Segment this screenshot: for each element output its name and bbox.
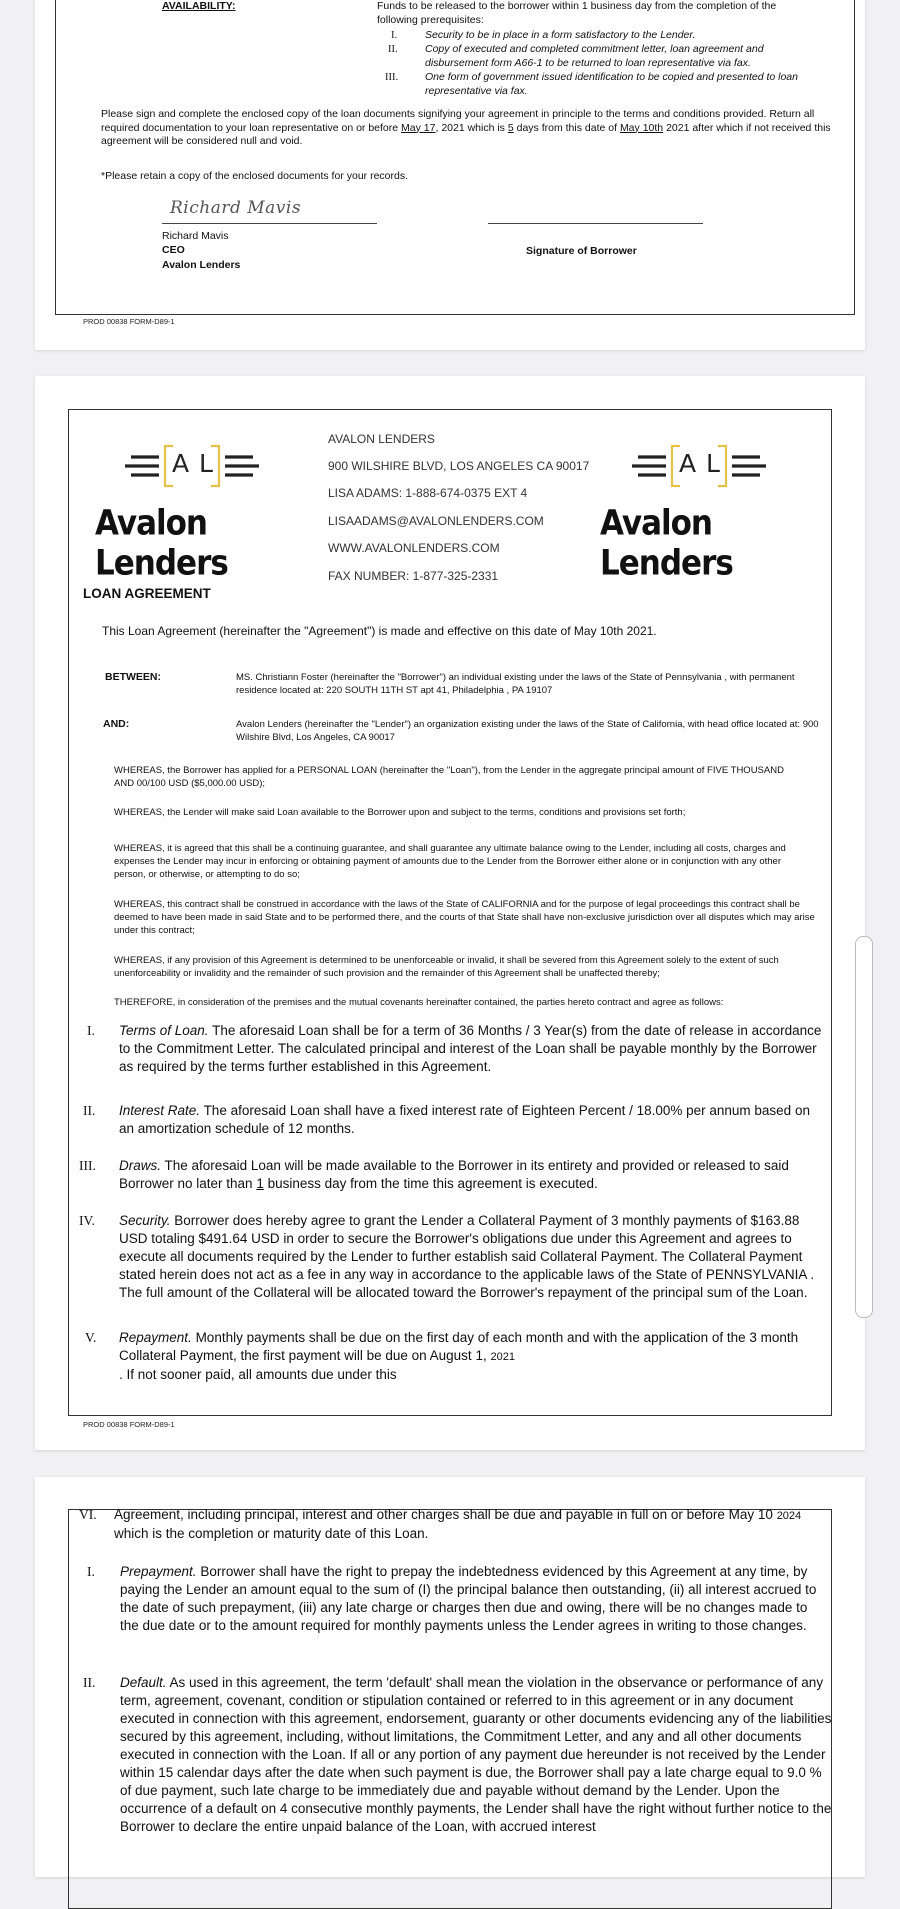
avalon-logo-right [600, 431, 800, 584]
between-label: BETWEEN: [105, 671, 161, 683]
header-address: 900 WILSHIRE BLVD, LOS ANGELES CA 90017 [328, 459, 590, 473]
borrower-party: MS. Christiann Foster (hereinafter the "Borrower") an individual existing under the laws of the State of Pennsylvania , with permanent residence located at: 220 SOUTH 11TH ST apt 41, Philadelphia , PA 19107 [236, 672, 795, 696]
borrower-signature-label: Signature of Borrower [526, 245, 637, 257]
header-contact: LISA ADAMS: 1-888-674-0375 EXT 4 [328, 486, 528, 500]
signer-company: Avalon Lenders [162, 259, 241, 271]
ceo-signature: Richard Mavis [170, 198, 302, 218]
lender-party: Avalon Lenders (hereinafter the "Lender") an organization existing under the laws of the State of California, with head office located at: 900 Wilshire Blvd, Los Angeles, CA 90017 [236, 719, 819, 743]
logo-wordmark: Avalon Lenders [600, 503, 733, 584]
and-label: AND: [103, 718, 130, 730]
document-page-3: VI. Agreement, including principal, interest and other charges shall be due and payable in full on or before May 10 2024 which is the completion or maturity date of this Loan. I. Prepayment. Borrower shall have the right to prepay the indebtedness evidenced by this Agreement at any time, by paying the Lender an amount equal to the sum of (I) the principal balance then outstanding, (ii) all interest accrued to the date of such prepayment, (iii) any late charge or charges then due and owing, there will be no changes made to the due date or to the amount required for monthly payments unless the Lender agrees in writing to those changes. II. Default. As used in this agreement, the term 'default' shall mean the violation in the observance or performance of any term, agreement, covenant, condition or stipulation contained or referred to in this agreement or in any document executed in connection with this agreement, endorsement, guaranty or other documents evidencing any of the liabilities secured by this agreement, including, without limitations, the Commitment Letter, and any and all other documents executed in connection with the Loan. If all or any portion of any payment due hereunder is not received by the Lender within 15 calendar days after the date when such payment is due, the Borrower shall pay a late charge equal to 9.0 % of due payment, such late charge to be immediately due and payable without demand by the Lender. Upon the occurrence of a default on 4 consecutive monthly payments, the Lender shall have the right without further notice to the Borrower to declare the entire unpaid balance of the Loan, with accrued interest [35, 1477, 865, 1877]
borrower-signature-line [488, 223, 703, 224]
whereas-clause: WHEREAS, if any provision of this Agreement is determined to be unenforceable or invalid, it shall be severed from this Agreement solely to the extent of such unenforceability or invalidity and the remainder of such provision and the remainder of this Agreement shall be unaffected thereby; [114, 955, 779, 979]
agreement-title: LOAN AGREEMENT [83, 586, 211, 601]
logo-letters: A L [172, 449, 214, 478]
document-page-2: A L Avalon Lenders AVALON LENDERS 900 WILSHIRE BLVD, LOS ANGELES CA 90017 LISA ADAMS: 1-888-674-0375 EXT 4 LISAADAMS@AVALONLENDERS.COM WWW.AVALONLENDERS.COM FAX NUMBER: 1-877-325-2331 A L Avalon Lenders LOAN AGREEMENT This Loan Agreement (hereinafter the "Agreement") is made and effective on this date of May 10th 2021. BETWEEN: MS. Christiann Foster (hereinafter the "Borrower") an individual existing under the laws of the State of Pennsylvania , with permanent residence located at: 220 SOUTH 11TH ST apt 41, Philadelphia , PA 19107 AND: Avalon Lenders (hereinafter the "Lender") an organization existing under the laws of the State of California, with head office located at: 900 Wilshire Blvd, Los Angeles, CA 90017 WHEREAS, the Borrower has applied for a PERSONAL LOAN (hereinafter the "Loan"), from the Lender in the aggregate principal amount of FIVE THOUSAND AND 00/100 USD ($5,000.00 USD); WHEREAS, the Lender will make said Loan available to the Borrower upon and subject to the terms, conditions and provisions set forth; WHEREAS, it is agreed that this shall be a continuing guarantee, and shall guarantee any ultimate balance owing to the Lender, including all costs, charges and expenses the Lender may incur in enforcing or obtaining payment of amounts due to the Lender from the Borrower either alone or in conjunction with any other person, or otherwise, or attempting to do so; WHEREAS, this contract shall be construed in accordance with the laws of the State of CALIFORNIA and for the purpose of legal proceedings this contract shall be deemed to have been made in said State and to be performed there, and the courts of that State shall have non-exclusive jurisdiction over all disputes which may arise under this contract; WHEREAS, if any provision of this Agreement is determined to be unenforceable or invalid, it shall be severed from this Agreement solely to the extent of such unenforceability or invalidity and the remainder of such provision and the remainder of this Agreement shall be unaffected thereby; THEREFORE, in consideration of the premises and the mutual covenants hereinafter contained, the parties hereto contract and agree as follows: I. Terms of Loan. The aforesaid Loan shall be for a term of 36 Months / 3 Year(s) from the date of release in accordance to the Commitment Letter. The calculated principal and interest of the Loan shall be payable monthly by the Borrower as required by the terms further established in this Agreement. II. Interest Rate. The aforesaid Loan shall have a fixed interest rate of Eighteen Percent / 18.00% per annum based on an amortization schedule of 12 months. III. Draws. The aforesaid Loan will be made available to the Borrower in its entirety and provided or released to said Borrower no later than 1 business day from the time this agreement is executed. IV. Security. Borrower does hereby agree to grant the Lender a Collateral Payment of 3 monthly payments of $163.88 USD totaling $491.64 USD in order to secure the Borrower's obligations due under this Agreement and agrees to execute all documents required by the Lender to further establish said Collateral Payment. The Collateral Payment stated herein does not act as a fee in any way in accordance to the applicable laws of the State of PENNSYLVANIA . The full amount of the Collateral will be allocated toward the Borrower's repayment of the principal sum of the Loan. V. Repayment. Monthly payments shall be due on the first day of each month and with the application of the 3 month Collateral Payment, the first payment will be due on August 1, 2021 . If not sooner paid, all amounts due under this PROD 00838 FORM-D89-1 [35, 376, 865, 1450]
whereas-clause: WHEREAS, the Lender will make said Loan available to the Borrower upon and subject to the terms, conditions and provisions set forth; [114, 807, 686, 818]
header-website: WWW.AVALONLENDERS.COM [328, 541, 500, 555]
header-company: AVALON LENDERS [328, 432, 435, 446]
signer-title: CEO [162, 244, 185, 256]
agreement-intro: This Loan Agreement (hereinafter the "Agreement") is made and effective on this date of May 10th 2021. [102, 624, 657, 638]
side-panel-edge[interactable] [855, 936, 873, 1318]
header-fax: FAX NUMBER: 1-877-325-2331 [328, 569, 499, 583]
therefore-clause: THEREFORE, in consideration of the premises and the mutual covenants hereinafter contained, the parties hereto contract and agree as follows: [114, 997, 724, 1008]
logo-wordmark: Avalon Lenders [95, 503, 228, 584]
header-email: LISAADAMS@AVALONLENDERS.COM [328, 514, 544, 528]
availability-text: Funds to be released to the borrower within 1 business day from the completion of the following prerequisites: [377, 0, 777, 26]
page-1-footer: PROD 00838 FORM-D89-1 [83, 317, 175, 326]
whereas-clause: WHEREAS, it is agreed that this shall be a continuing guarantee, and shall guarantee any ultimate balance owing to the Lender, including all costs, charges and expenses the Lender may incur in enforcing or obtaining payment of amounts due to the Lender from the Borrower either alone or in conjunction with any other person, or otherwise, or attempting to do so; [114, 843, 786, 880]
page-2-footer: PROD 00838 FORM-D89-1 [83, 1420, 175, 1429]
logo-letters: A L [679, 449, 721, 478]
ceo-signature-line [162, 223, 377, 224]
retain-note: *Please retain a copy of the enclosed documents for your records. [101, 170, 409, 182]
return-instructions: Please sign and complete the enclosed copy of the loan documents signifying your agreement in principle to the terms and conditions provided. Return all required documentation to your loan representative on or before May 17, 2021 which is 5 days from this date of May 10th 2021 after which if not received this agreement will be considered null and void. [101, 108, 831, 147]
availability-label: AVAILABILITY: [162, 0, 236, 12]
whereas-clause: WHEREAS, this contract shall be construed in accordance with the laws of the State of CALIFORNIA and for the purpose of legal proceedings this contract shall be deemed to have been made in said State and to be performed there, and the courts of that State shall have non-exclusive jurisdiction over all disputes which may arise under this contract; [114, 899, 815, 936]
whereas-clause: WHEREAS, the Borrower has applied for a PERSONAL LOAN (hereinafter the "Loan"), from the Lender in the aggregate principal amount of FIVE THOUSAND AND 00/100 USD ($5,000.00 USD); [114, 765, 784, 789]
document-page-1: AVAILABILITY: Funds to be released to the borrower within 1 business day from the completion of the following prerequisites: I. Security to be in place in a form satisfactory to the Lender. II. Copy of executed and completed commitment letter, loan agreement and disbursement form A66-1 to be returned to loan representative via fax. III. One form of government issued identification to be copied and presented to loan representative via fax. Please sign and complete the enclosed copy of the loan documents signifying your agreement in principle to the terms and conditions provided. Return all required documentation to your loan representative on or before May 17, 2021 which is 5 days from this date of May 10th 2021 after which if not received this agreement will be considered null and void. *Please retain a copy of the enclosed documents for your records. Richard Mavis Richard Mavis CEO Signature of Borrower Avalon Lenders PROD 00838 FORM-D89-1 [35, 0, 865, 350]
signer-name: Richard Mavis [162, 230, 229, 242]
avalon-logo-left [93, 431, 293, 584]
